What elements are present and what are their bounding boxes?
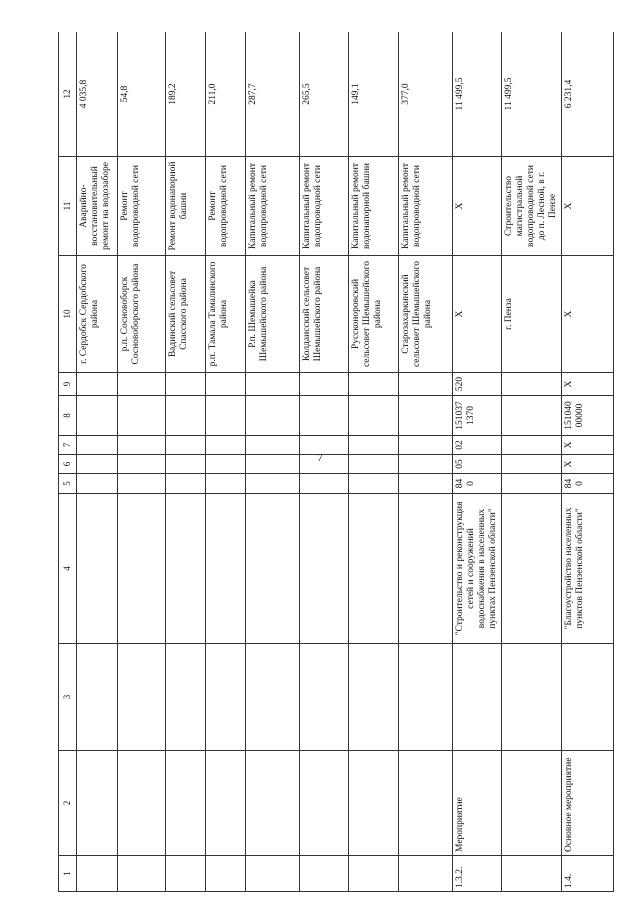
cell-col-11: Строительство магистральной водопроводной сети до п. Лесной, в г. Пензе	[501, 157, 561, 256]
data-table	[58, 32, 614, 892]
cell-col-7	[349, 436, 398, 455]
column-header: 8	[59, 396, 77, 436]
cell-col-4	[166, 494, 206, 644]
cell-col-5	[166, 474, 206, 494]
cell-col-10: р.п. Тамала Тамалинского района	[206, 256, 246, 373]
cell-col-2	[398, 751, 452, 856]
cell-col-11: Капитальный ремонт водопроводной сети	[398, 157, 452, 256]
cell-col-7	[77, 436, 118, 455]
cell-col-12: 265,5	[300, 32, 349, 157]
cell-col-8	[349, 396, 398, 436]
cell-col-5	[300, 474, 349, 494]
cell-col-10: р.п. Сосновоборск Сосновоборского района	[118, 256, 166, 373]
cell-col-8	[398, 396, 452, 436]
cell-col-11: Аварийно-восстановительный ремонт на водозаборе	[77, 157, 118, 256]
cell-col-4	[118, 494, 166, 644]
cell-col-6	[206, 455, 246, 474]
cell-col-12: 149,1	[349, 32, 398, 157]
cell-col-9: 520	[452, 373, 501, 396]
table-row	[452, 32, 501, 892]
cell-col-9	[300, 373, 349, 396]
cell-col-1: 1.4.	[561, 856, 613, 892]
cell-col-4	[206, 494, 246, 644]
table-row	[77, 32, 118, 892]
cell-col-9	[398, 373, 452, 396]
cell-col-1	[166, 856, 206, 892]
cell-col-12: 377,0	[398, 32, 452, 157]
cell-col-7	[118, 436, 166, 455]
cell-col-7	[246, 436, 300, 455]
cell-col-8	[166, 396, 206, 436]
table-row	[501, 32, 561, 892]
cell-col-3	[398, 644, 452, 751]
cell-col-4: "Строительство и реконструкция сетей и сооружений водоснабжения в населенных пунктах Пензенской области"	[452, 494, 501, 644]
cell-col-2	[246, 751, 300, 856]
cell-col-6: 05	[452, 455, 501, 474]
table-row	[118, 32, 166, 892]
cell-col-1	[349, 856, 398, 892]
table-row	[349, 32, 398, 892]
cell-col-6	[501, 455, 561, 474]
cell-col-3	[452, 644, 501, 751]
cell-col-2	[118, 751, 166, 856]
cell-col-12: 287,7	[246, 32, 300, 157]
cell-col-11: X	[561, 157, 613, 256]
cell-col-5	[77, 474, 118, 494]
cell-col-3	[166, 644, 206, 751]
table-row	[166, 32, 206, 892]
cell-col-6	[166, 455, 206, 474]
column-header: 12	[59, 32, 77, 157]
cell-col-10: Р.п. Шемышейка Шемышейского района	[246, 256, 300, 373]
cell-col-7	[206, 436, 246, 455]
cell-col-10: X	[561, 256, 613, 373]
page-number: 7	[317, 452, 323, 464]
cell-col-10: Старозахаркинский сельсовет Шемышейского района	[398, 256, 452, 373]
table-row	[561, 32, 613, 892]
cell-col-1	[246, 856, 300, 892]
cell-col-11: Ремонт водонапорной башни	[166, 157, 206, 256]
table-row	[246, 32, 300, 892]
column-header: 4	[59, 494, 77, 644]
cell-col-4	[77, 494, 118, 644]
cell-col-9	[501, 373, 561, 396]
cell-col-2	[77, 751, 118, 856]
cell-col-3	[300, 644, 349, 751]
cell-col-6: X	[561, 455, 613, 474]
column-header: 1	[59, 856, 77, 892]
cell-col-3	[246, 644, 300, 751]
cell-col-2	[300, 751, 349, 856]
cell-col-12: 4 035,8	[77, 32, 118, 157]
cell-col-7: X	[561, 436, 613, 455]
header-row	[59, 32, 77, 892]
cell-col-12: 6 231,4	[561, 32, 613, 157]
cell-col-4	[349, 494, 398, 644]
column-header: 6	[59, 455, 77, 474]
cell-col-10: Колдаисский сельсовет Шемышейского района	[300, 256, 349, 373]
cell-col-1	[398, 856, 452, 892]
cell-col-11: Капитальный ремонт водопроводной сети	[246, 157, 300, 256]
cell-col-2	[349, 751, 398, 856]
cell-col-6	[398, 455, 452, 474]
cell-col-10: г. Сердобск Сердобского района	[77, 256, 118, 373]
cell-col-2	[166, 751, 206, 856]
cell-col-7	[398, 436, 452, 455]
cell-col-5: 840	[561, 474, 613, 494]
cell-col-2	[501, 751, 561, 856]
cell-col-9	[118, 373, 166, 396]
cell-col-6	[246, 455, 300, 474]
cell-col-8: 15104000000	[561, 396, 613, 436]
table-wrapper	[58, 32, 614, 892]
column-header: 2	[59, 751, 77, 856]
cell-col-10: X	[452, 256, 501, 373]
cell-col-7	[166, 436, 206, 455]
cell-col-1	[501, 856, 561, 892]
cell-col-9: X	[561, 373, 613, 396]
cell-col-9	[246, 373, 300, 396]
cell-col-5	[206, 474, 246, 494]
cell-col-1	[77, 856, 118, 892]
cell-col-4	[398, 494, 452, 644]
cell-col-2: Основное мероприятие	[561, 751, 613, 856]
column-header: 5	[59, 474, 77, 494]
cell-col-9	[166, 373, 206, 396]
cell-col-3	[206, 644, 246, 751]
cell-col-6	[300, 455, 349, 474]
cell-col-7	[300, 436, 349, 455]
column-header: 7	[59, 436, 77, 455]
cell-col-4	[501, 494, 561, 644]
cell-col-7	[501, 436, 561, 455]
cell-col-8	[300, 396, 349, 436]
cell-col-3	[561, 644, 613, 751]
cell-col-3	[501, 644, 561, 751]
cell-col-2	[206, 751, 246, 856]
cell-col-11: Ремонт водопроводной сети	[206, 157, 246, 256]
rotated-table-area	[58, 32, 614, 892]
cell-col-5	[118, 474, 166, 494]
cell-col-12: 54,8	[118, 32, 166, 157]
cell-col-4	[300, 494, 349, 644]
cell-col-12: 211,0	[206, 32, 246, 157]
cell-col-1: 1.3.2.	[452, 856, 501, 892]
column-header: 9	[59, 373, 77, 396]
cell-col-10: Вадинский сельсовет Спасского района	[166, 256, 206, 373]
cell-col-8	[77, 396, 118, 436]
column-header: 11	[59, 157, 77, 256]
table-row	[398, 32, 452, 892]
cell-col-9	[206, 373, 246, 396]
cell-col-5	[501, 474, 561, 494]
cell-col-2: Мероприятие	[452, 751, 501, 856]
cell-col-10: Руссконоровский сельсовет Шемышейского района	[349, 256, 398, 373]
cell-col-8	[118, 396, 166, 436]
cell-col-8	[206, 396, 246, 436]
cell-col-12: 11 499,5	[452, 32, 501, 157]
cell-col-6	[77, 455, 118, 474]
cell-col-3	[77, 644, 118, 751]
cell-col-12: 11 499,5	[501, 32, 561, 157]
cell-col-5	[349, 474, 398, 494]
cell-col-1	[206, 856, 246, 892]
table-row	[206, 32, 246, 892]
cell-col-11: X	[452, 157, 501, 256]
cell-col-11: Ремонт водопроводной сети	[118, 157, 166, 256]
cell-col-7: 02	[452, 436, 501, 455]
cell-col-1	[300, 856, 349, 892]
cell-col-8	[501, 396, 561, 436]
cell-col-3	[349, 644, 398, 751]
cell-col-5	[398, 474, 452, 494]
cell-col-10: г. Пенза	[501, 256, 561, 373]
cell-col-11: Капитальный ремонт водопроводной сети	[300, 157, 349, 256]
column-header: 3	[59, 644, 77, 751]
cell-col-6	[349, 455, 398, 474]
cell-col-1	[118, 856, 166, 892]
cell-col-8: 1510371370	[452, 396, 501, 436]
cell-col-8	[246, 396, 300, 436]
cell-col-4	[246, 494, 300, 644]
cell-col-11: Капитальный ремонт водонапорной башни	[349, 157, 398, 256]
cell-col-5: 840	[452, 474, 501, 494]
column-header: 10	[59, 256, 77, 373]
cell-col-9	[77, 373, 118, 396]
cell-col-3	[118, 644, 166, 751]
cell-col-9	[349, 373, 398, 396]
cell-col-5	[246, 474, 300, 494]
cell-col-4: "Благоустройство населенных пунктов Пензенской области"	[561, 494, 613, 644]
cell-col-6	[118, 455, 166, 474]
cell-col-12: 189,2	[166, 32, 206, 157]
table-row	[300, 32, 349, 892]
